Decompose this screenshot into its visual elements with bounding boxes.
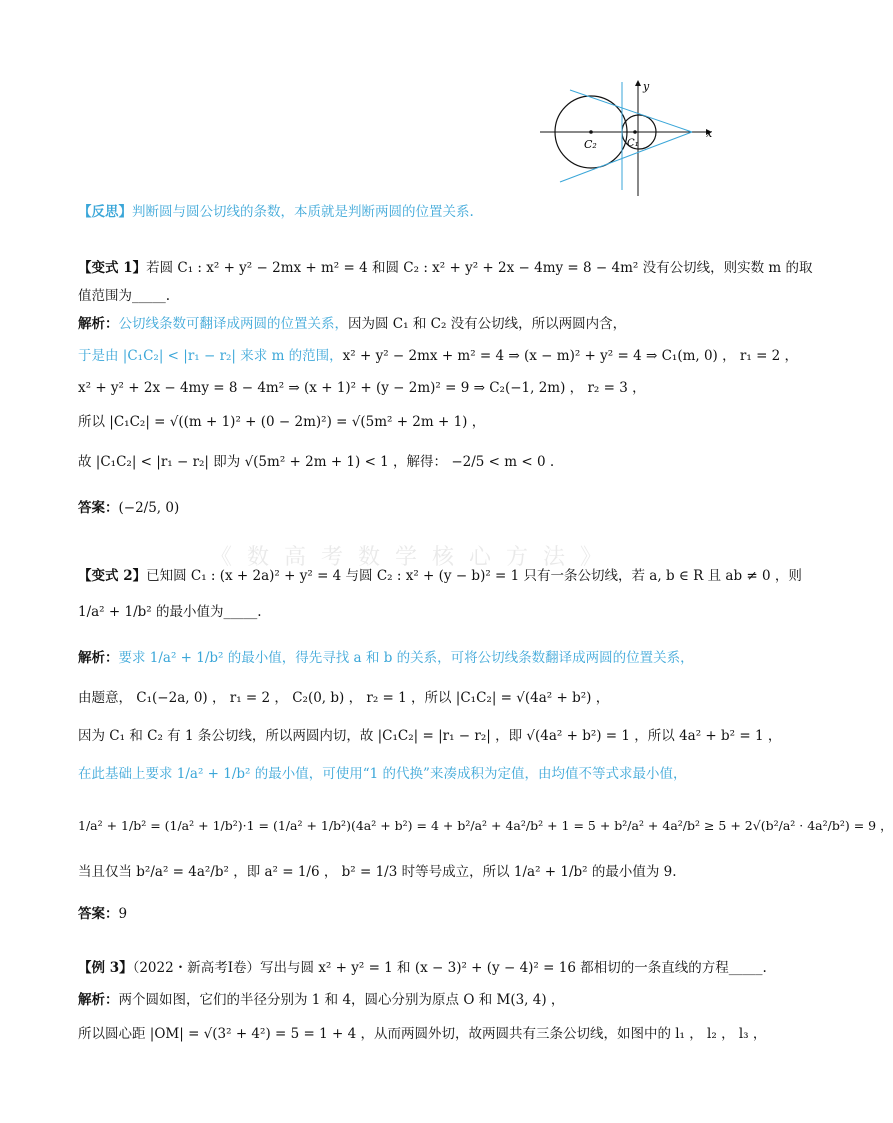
variant1-s2-blue: 于是由 |C₁C₂| < |r₁ − r₂| 来求 m 的范围，: [78, 348, 343, 364]
center-c1: [633, 130, 637, 134]
variant2-s5: 1/a² + 1/b² = (1/a² + 1/b²)·1 = (1/a² + 1/b²)(4a² + b²) = 4 + b²/a² + 4a²/b² + 1 = 5 + b²/a² + 4a²/b² ≥ 5 + 2√(b²/a² · 4a²/b²) = 9 ，: [78, 818, 893, 833]
variant2-question-line1: [78, 566, 802, 586]
variant2-question2: 1/a² + 1/b² 的最小值为_____.: [78, 604, 262, 620]
variant1-solution-label: 解析：: [78, 316, 119, 332]
variant1-answer-label: 答案：: [78, 500, 119, 516]
variant1-solution-line1: [78, 314, 736, 334]
variant2-solution-line5: [78, 816, 893, 836]
label-c1: C₁: [627, 138, 639, 149]
variant1-s4: 所以 |C₁C₂| = √((m + 1)² + (0 − 2m)²) = √(5m² + 2m + 1) ，: [78, 414, 486, 430]
example3-s1: 两个圆如图，它们的半径分别为 1 和 4，圆心分别为原点 O 和 M(3, 4) ，: [118, 992, 565, 1008]
variant1-solution-line3: [78, 378, 736, 398]
variant1-s1-blue: 公切线条数可翻译成两圆的位置关系，: [118, 316, 348, 332]
y-axis-arrow: [635, 80, 641, 86]
variant1-solution-line5: [78, 452, 736, 472]
variant1-question2: 值范围为_____.: [78, 288, 171, 304]
variant1-s3: x² + y² + 2x − 4my = 8 − 4m² ⇒ (x + 1)² + (y − 2m)² = 9 ⇒ C₂(−1, 2m) ， r₂ = 3 ，: [78, 380, 646, 396]
center-c2: [589, 130, 593, 134]
variant1-label: 【变式 1】: [78, 260, 147, 276]
example3-label: 【例 3】: [78, 960, 133, 976]
tangent-line-upper: [570, 90, 692, 132]
variant1-question-line1: [78, 258, 813, 278]
variant2-solution-line4: [78, 764, 736, 784]
variant1-answer-line: [78, 498, 736, 518]
example3-solution-line2: [78, 1024, 767, 1044]
variant2-answer: 9: [118, 906, 128, 922]
variant1-question1: 若圆 C₁ : x² + y² − 2mx + m² = 4 和圆 C₂ : x² + y² + 2x − 4my = 8 − 4m² 没有公切线，则实数 m 的取: [146, 260, 813, 276]
variant2-question-line2: [78, 602, 736, 622]
variant2-s6: 当且仅当 b²/a² = 4a²/b² ，即 a² = 1/6 ， b² = 1/3 时等号成立，所以 1/a² + 1/b² 的最小值为 9.: [78, 864, 677, 880]
variant1-s5: 故 |C₁C₂| < |r₁ − r₂| 即为 √(5m² + 2m + 1) < 1 ，解得： −2/5 < m < 0 .: [78, 454, 555, 470]
variant2-solution-line1: [78, 648, 736, 668]
variant1-solution-line4: [78, 412, 736, 432]
example3-solution-label: 解析：: [78, 992, 119, 1008]
variant1-question-line2: [78, 286, 736, 306]
variant1-s2-black: x² + y² − 2mx + m² = 4 ⇒ (x − m)² + y² = 4 ⇒ C₁(m, 0) ， r₁ = 2 ，: [342, 348, 799, 364]
variant2-label: 【变式 2】: [78, 568, 147, 584]
variant1-s1-black: 因为圆 C₁ 和 C₂ 没有公切线，所以两圆内含，: [348, 316, 627, 332]
label-c2: C₂: [584, 138, 597, 151]
variant2-s1-blue: 要求 1/a² + 1/b² 的最小值，得先寻找 a 和 b 的关系，可将公切线条数翻译成两圆的位置关系，: [118, 650, 694, 666]
label-x: x: [706, 127, 713, 140]
variant2-solution-label: 解析：: [78, 650, 119, 666]
variant1-answer: (−2/5, 0): [118, 500, 180, 516]
reflection-label: 【反思】: [78, 204, 132, 220]
reflection-text: 判断圆与圆公切线的条数，本质就是判断两圆的位置关系.: [132, 204, 474, 220]
example3-question: （2022・新高考Ⅰ卷）写出与圆 x² + y² = 1 和 (x − 3)² + (y − 4)² = 16 都相切的一条直线的方程_____.: [132, 960, 767, 976]
variant2-question1: 已知圆 C₁ : (x + 2a)² + y² = 4 与圆 C₂ : x² + (y − b)² = 1 只有一条公切线，若 a, b ∈ R 且 ab ≠ 0 ，则: [146, 568, 802, 584]
example3-solution-line1: [78, 990, 736, 1010]
variant2-answer-line: [78, 904, 736, 924]
variant2-solution-line2: [78, 688, 736, 708]
example3-question-line: [78, 958, 767, 978]
variant2-s2: 由题意， C₁(−2a, 0) ， r₁ = 2 ， C₂(0, b) ， r₂ = 1 ，所以 |C₁C₂| = √(4a² + b²) ，: [78, 690, 610, 706]
reflection-line: [78, 202, 736, 222]
variant2-s4-blue: 在此基础上要求 1/a² + 1/b² 的最小值，可使用“1 的代换”来凑成积为定值，由均值不等式求最小值，: [78, 766, 687, 782]
variant1-solution-line2: [78, 346, 799, 366]
variant2-solution-line6: [78, 862, 736, 882]
watermark: 《 数 高 考 数 学 核 心 方 法 》: [210, 545, 606, 570]
variant2-s3: 因为 C₁ 和 C₂ 有 1 条公切线，所以两圆内切，故 |C₁C₂| = |r₁ − r₂| ，即 √(4a² + b²) = 1 ，所以 4a² + b² = 1 ，: [78, 728, 782, 744]
label-y: y: [643, 80, 650, 93]
tangent-circles-figure: [530, 70, 730, 200]
variant2-answer-label: 答案：: [78, 906, 119, 922]
example3-s2: 所以圆心距 |OM| = √(3² + 4²) = 5 = 1 + 4 ，从而两圆外切，故两圆共有三条公切线，如图中的 l₁ ， l₂ ， l₃ ，: [78, 1026, 767, 1042]
variant2-solution-line3: [78, 726, 782, 746]
